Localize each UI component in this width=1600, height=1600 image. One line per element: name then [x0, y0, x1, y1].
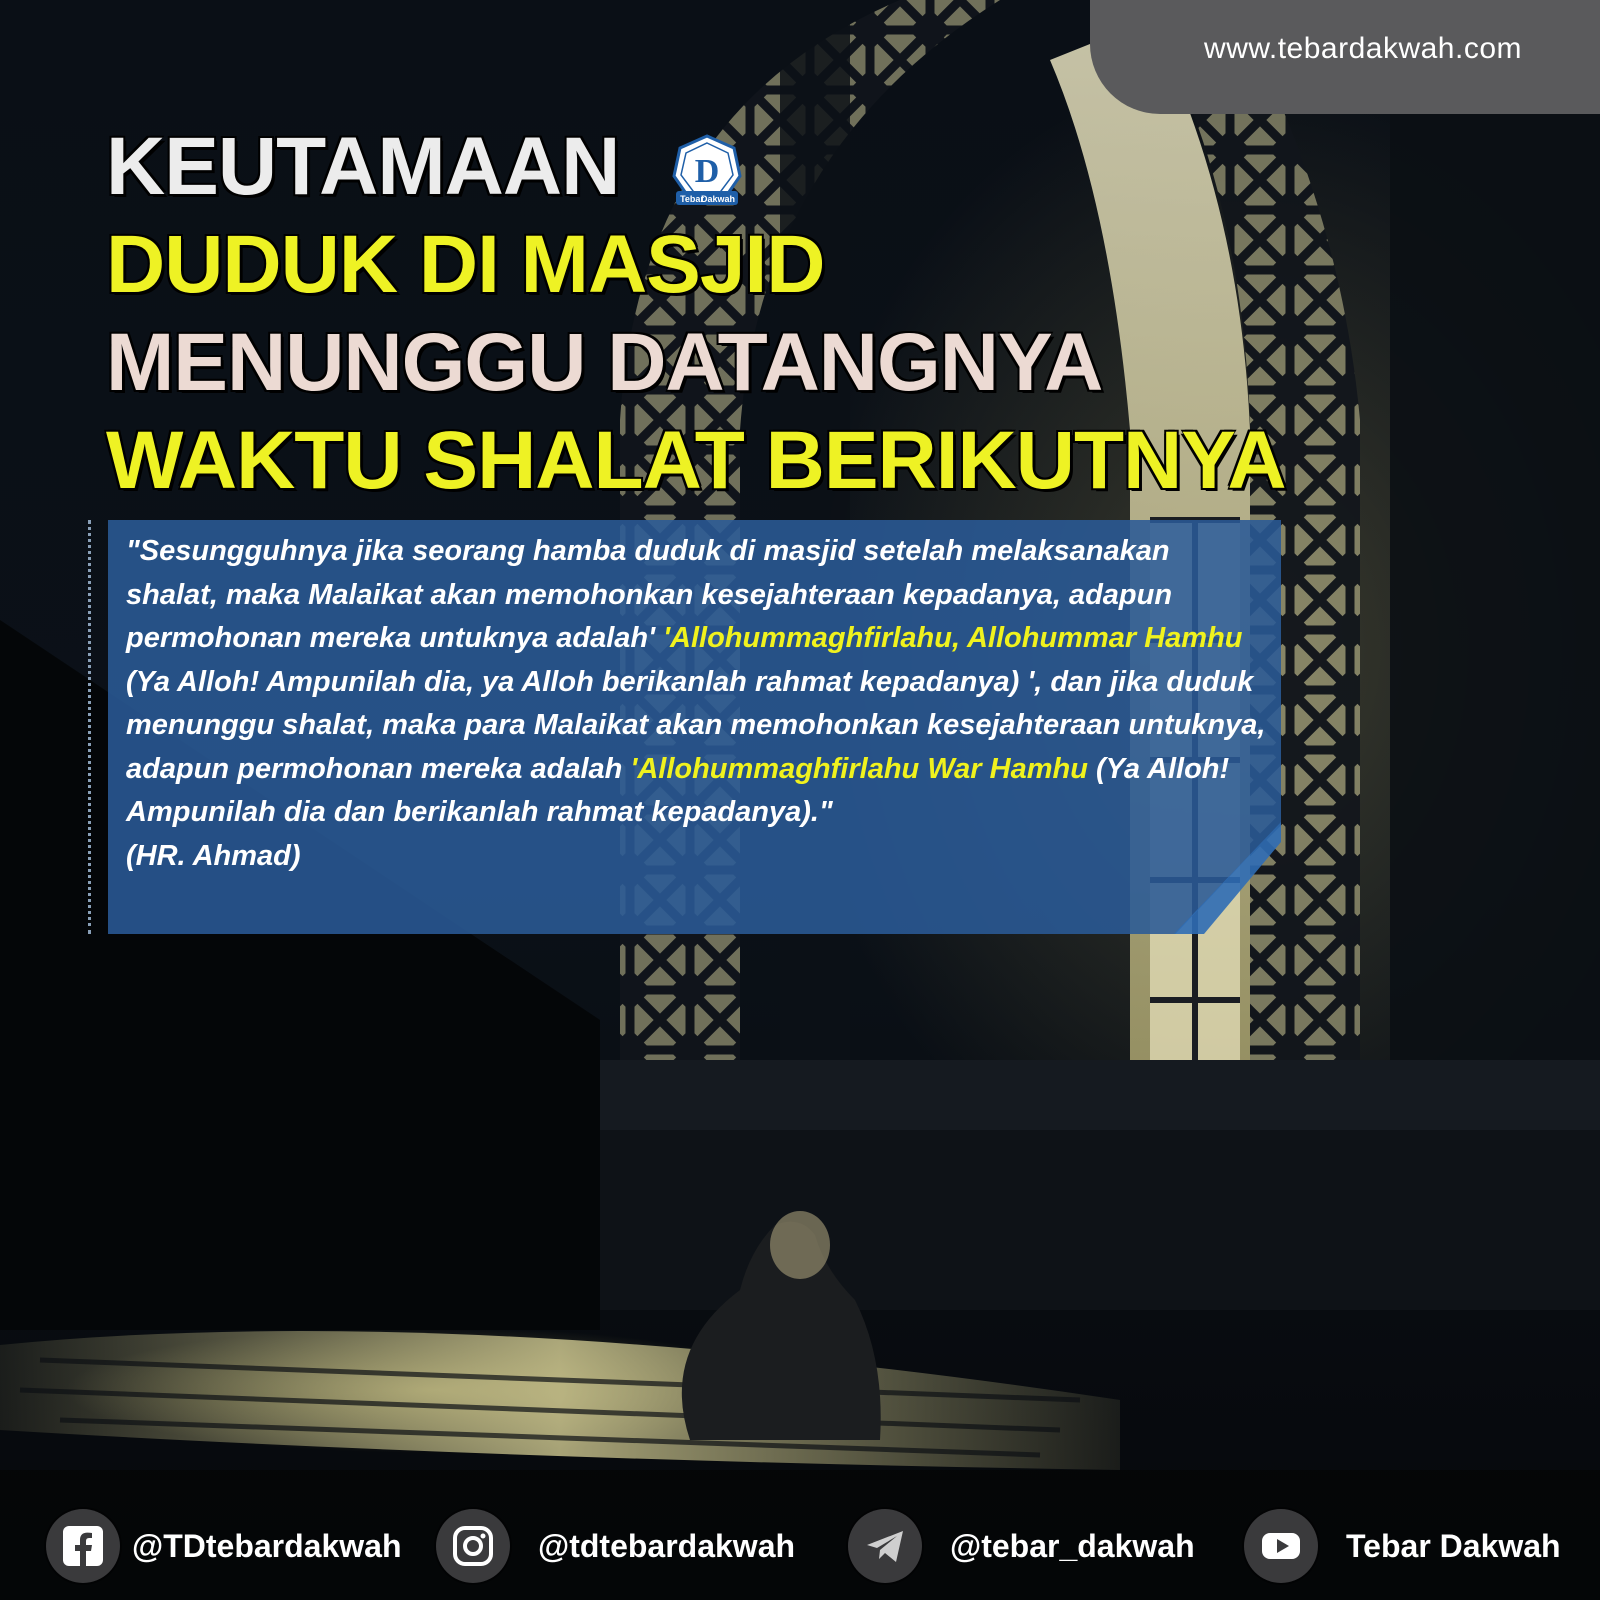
instagram-icon: [436, 1509, 510, 1583]
hadith-quote: [126, 530, 1266, 878]
quote-dotted-rule: [88, 520, 91, 934]
website-tab: [1090, 0, 1600, 114]
title-line-3: MENUNGGU DATANGNYA: [106, 317, 1103, 408]
logo-brand-first: Tebar: [680, 194, 704, 204]
quote-part-3: (Ya Alloh! Ampunilah dia dan berikanlah rahmat kepadanya).": [126, 752, 1230, 828]
logo-letter: D: [694, 153, 720, 190]
telegram-icon: [848, 1509, 922, 1583]
instagram-handle: @tdtebardakwah: [538, 1527, 796, 1564]
telegram-handle: @tebar_dakwah: [950, 1527, 1195, 1564]
quote-highlight-1: 'Allohummaghfirlahu, Allohummar Hamhu: [663, 622, 1243, 654]
logo-brand-second: Dakwah: [700, 194, 736, 204]
facebook-handle: @TDtebardakwah: [132, 1527, 402, 1564]
website-url[interactable]: www.tebardakwah.com: [1204, 32, 1522, 65]
youtube-icon: [1244, 1509, 1318, 1583]
facebook-icon: [46, 1509, 120, 1583]
title-line-4: WAKTU SHALAT BERIKUTNYA: [106, 415, 1286, 506]
title-line-2: DUDUK DI MASJID: [106, 219, 825, 310]
youtube-channel: Tebar Dakwah: [1346, 1527, 1561, 1564]
social-instagram[interactable]: [436, 1508, 795, 1584]
social-telegram[interactable]: [848, 1508, 1195, 1584]
quote-part-2: (Ya Alloh! Ampunilah dia, ya Alloh berikanlah rahmat kepadanya) ', dan jika duduk menunggu shalat, maka para Malaikat akan memohonkan kesejahteraan untuknya, adapun permohonan mereka adalah: [126, 665, 1266, 785]
tebar-dakwah-logo: [672, 134, 742, 210]
quote-part-1: "Sesungguhnya jika seorang hamba duduk di masjid setelah melaksanakan shalat, maka Malaikat akan memohonkan kesejahteraan kepadanya, adapun permohonan mereka untuknya adalah': [126, 535, 1173, 654]
title-line-1: KEUTAMAAN: [106, 121, 620, 212]
quote-highlight-2: 'Allohummaghfirlahu War Hamhu: [630, 752, 1088, 785]
social-youtube[interactable]: [1244, 1508, 1561, 1584]
hadith-source: (HR. Ahmad): [126, 839, 301, 872]
social-facebook[interactable]: [46, 1508, 401, 1584]
